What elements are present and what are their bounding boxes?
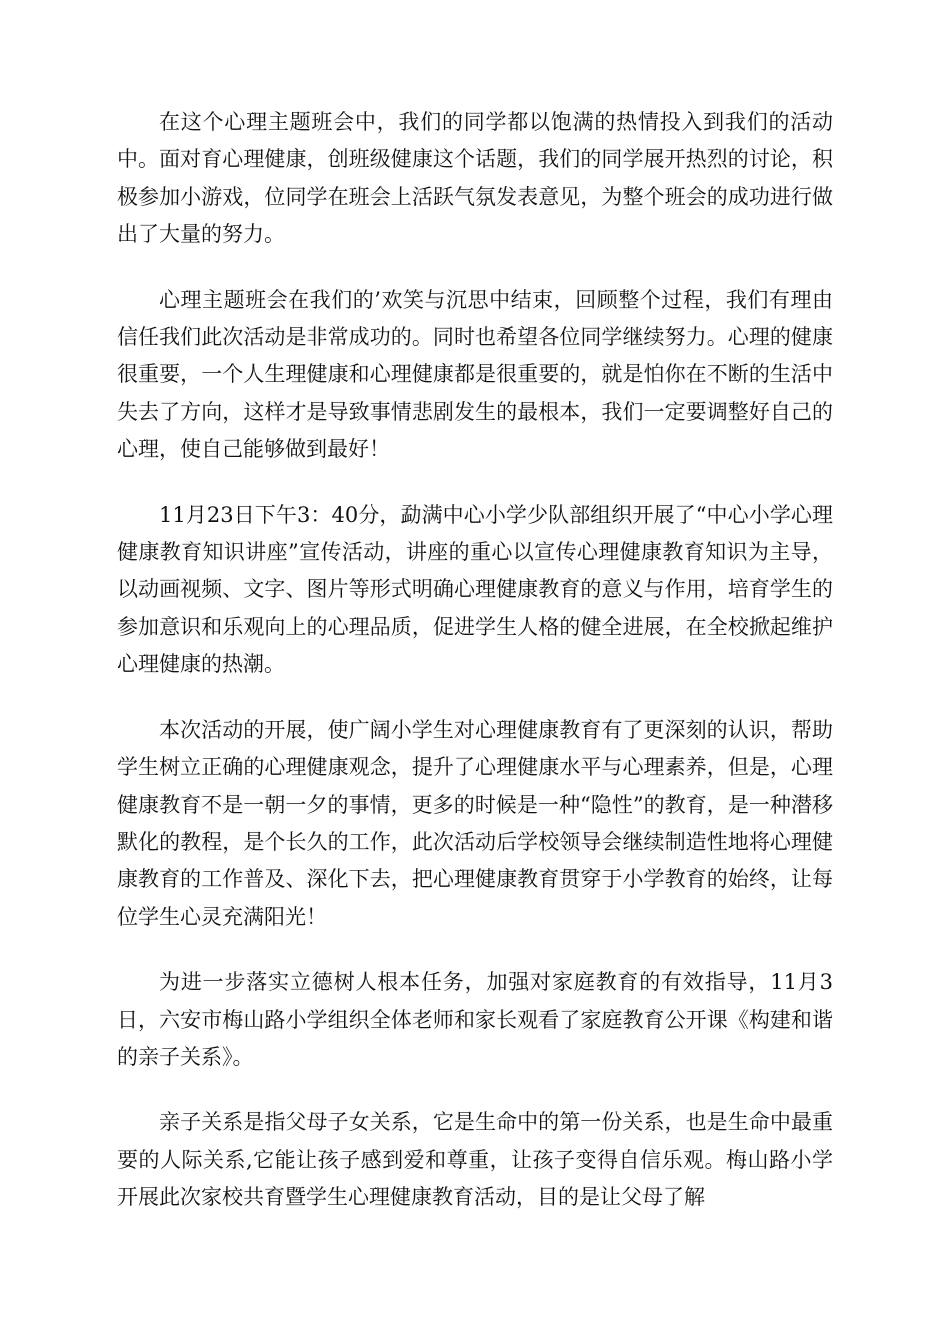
paragraph-5: 为进一步落实立德树人根本任务，加强对家庭教育的有效指导，11月3日，六安市梅山路小学组织全体老师和家长观看了家庭教育公开课《构建和谐的亲子关系》。: [117, 970, 833, 1069]
paragraph-1: 在这个心理主题班会中，我们的同学都以饱满的热情投入到我们的活动中。面对育心理健康，创班级健康这个话题，我们的同学展开热烈的讨论，积极参加小游戏，位同学在班会上活跃气氛发表意见，为整个班会的成功进行做出了大量的努力。: [117, 110, 833, 247]
document-page: [117, 104, 833, 1245]
paragraph-2: 心理主题班会在我们的’欢笑与沉思中结束，回顾整个过程，我们有理由信任我们此次活动是非常成功的。同时也希望各位同学继续努力。心理的健康很重要，一个人生理健康和心理健康都是很重要的，就是怕你在不断的生活中失去了方向，这样才是导致事情悲剧发生的最根本，我们一定要调整好自己的心理，使自己能够做到最好！: [117, 287, 833, 462]
paragraph-4: 本次活动的开展，使广阔小学生对心理健康教育有了更深刻的认识，帮助学生树立正确的心理健康观念，提升了心理健康水平与心理素养，但是，心理健康教育不是一朝一夕的事情，更多的时候是一种“隐性”的教育，是一种潜移默化的教程，是个长久的工作，此次活动后学校领导会继续制造性地将心理健康教育的工作普及、深化下去，把心理健康教育贯穿于小学教育的始终，让每位学生心灵充满阳光！: [117, 717, 833, 929]
paragraph-6: 亲子关系是指父母子女关系，它是生命中的第一份关系，也是生命中最重要的人际关系,它能让孩子感到爱和尊重，让孩子变得自信乐观。梅山路小学开展此次家校共育暨学生心理健康教育活动，目的是让父母了解: [117, 1110, 833, 1210]
paragraph-3: 11月23日下午3：40分，勐满中心小学少队部组织开展了“中心小学心理健康教育知识讲座”宣传活动，讲座的重心以宣传心理健康教育知识为主导，以动画视频、文字、图片等形式明确心理健康教育的意义与作用，培育学生的参加意识和乐观向上的心理品质，促进学生人格的健全进展，在全校掀起维护心理健康的热潮。: [117, 502, 833, 677]
